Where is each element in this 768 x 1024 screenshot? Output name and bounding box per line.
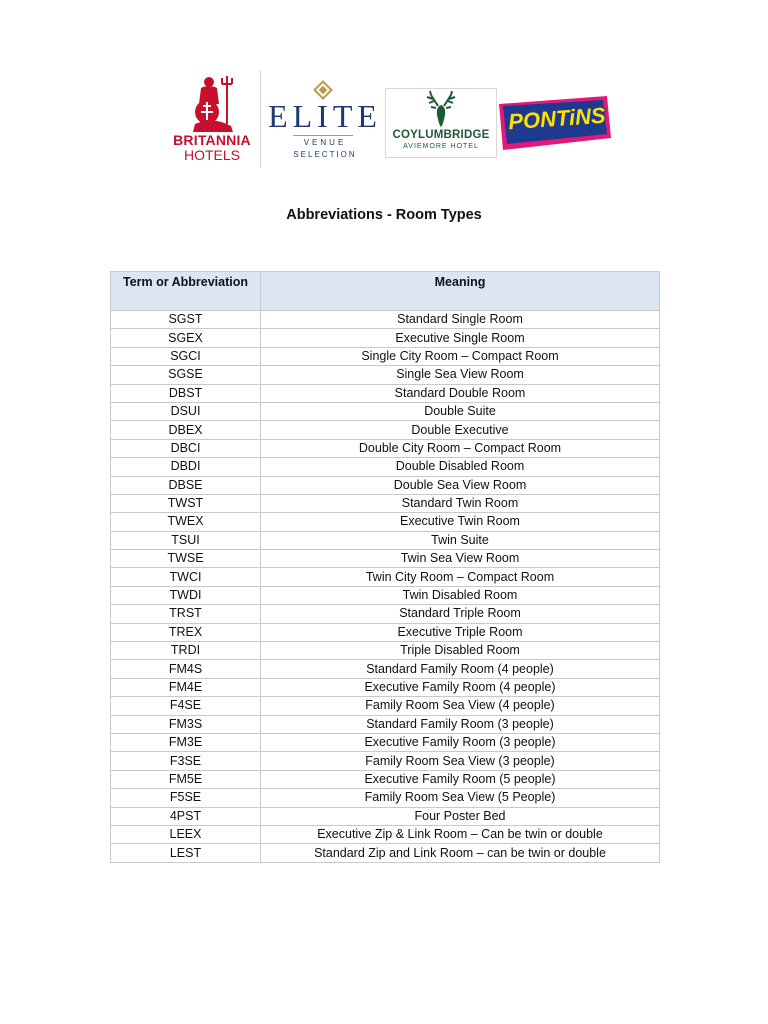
meaning-cell: Twin Sea View Room bbox=[261, 550, 660, 568]
table-row bbox=[111, 752, 660, 770]
term-cell: FM3E bbox=[111, 733, 261, 751]
meaning-cell: Executive Family Room (5 people) bbox=[261, 770, 660, 788]
table-row bbox=[111, 697, 660, 715]
meaning-cell: Family Room Sea View (5 People) bbox=[261, 789, 660, 807]
term-cell: FM4E bbox=[111, 678, 261, 696]
table-row bbox=[111, 531, 660, 549]
term-cell: FM5E bbox=[111, 770, 261, 788]
diamond-icon bbox=[313, 80, 333, 100]
term-cell: TSUI bbox=[111, 531, 261, 549]
table-row bbox=[111, 476, 660, 494]
meaning-cell: Standard Double Room bbox=[261, 384, 660, 402]
coylumbridge-logo bbox=[385, 88, 497, 158]
britannia-hotels-logo bbox=[163, 70, 261, 168]
meaning-cell: Double Sea View Room bbox=[261, 476, 660, 494]
meaning-cell: Executive Zip & Link Room – Can be twin or double bbox=[261, 825, 660, 843]
table-row bbox=[111, 789, 660, 807]
meaning-cell: Executive Triple Room bbox=[261, 623, 660, 641]
term-cell: TRDI bbox=[111, 642, 261, 660]
elite-wordmark: ELITE bbox=[268, 98, 382, 134]
elite-venue-text: VENUE bbox=[303, 138, 347, 147]
meaning-cell: Double Executive bbox=[261, 421, 660, 439]
term-cell: TRST bbox=[111, 605, 261, 623]
page-title: Abbreviations - Room Types bbox=[286, 207, 482, 223]
table-row bbox=[111, 605, 660, 623]
pontins-logo bbox=[495, 94, 613, 152]
meaning-cell: Single Sea View Room bbox=[261, 366, 660, 384]
term-cell: F3SE bbox=[111, 752, 261, 770]
meaning-cell: Double Disabled Room bbox=[261, 458, 660, 476]
term-cell: SGCI bbox=[111, 347, 261, 365]
term-cell: TWCI bbox=[111, 568, 261, 586]
term-cell: 4PST bbox=[111, 807, 261, 825]
table-row bbox=[111, 513, 660, 531]
term-column-header: Term or Abbreviation bbox=[111, 272, 261, 311]
table-row bbox=[111, 844, 660, 862]
table-row bbox=[111, 586, 660, 604]
meaning-cell: Standard Twin Room bbox=[261, 494, 660, 512]
logo-banner bbox=[163, 70, 613, 168]
table-row bbox=[111, 402, 660, 420]
table-row bbox=[111, 494, 660, 512]
term-cell: TWDI bbox=[111, 586, 261, 604]
table-row bbox=[111, 770, 660, 788]
table-row bbox=[111, 715, 660, 733]
term-cell: DBST bbox=[111, 384, 261, 402]
term-cell: TREX bbox=[111, 623, 261, 641]
meaning-cell: Executive Family Room (3 people) bbox=[261, 733, 660, 751]
term-cell: DBDI bbox=[111, 458, 261, 476]
table-body bbox=[111, 311, 660, 863]
term-cell: F4SE bbox=[111, 697, 261, 715]
table-row bbox=[111, 439, 660, 457]
meaning-cell: Twin City Room – Compact Room bbox=[261, 568, 660, 586]
table-row bbox=[111, 458, 660, 476]
meaning-cell: Executive Single Room bbox=[261, 329, 660, 347]
coylumbridge-subtitle: AVIEMORE HOTEL bbox=[403, 143, 479, 150]
table-row bbox=[111, 623, 660, 641]
term-cell: DBSE bbox=[111, 476, 261, 494]
term-cell: SGST bbox=[111, 311, 261, 329]
meaning-cell: Double Suite bbox=[261, 402, 660, 420]
table-row bbox=[111, 329, 660, 347]
meaning-cell: Triple Disabled Room bbox=[261, 642, 660, 660]
term-cell: TWST bbox=[111, 494, 261, 512]
term-cell: DBEX bbox=[111, 421, 261, 439]
meaning-cell: Double City Room – Compact Room bbox=[261, 439, 660, 457]
table-row bbox=[111, 642, 660, 660]
term-cell: F5SE bbox=[111, 789, 261, 807]
meaning-cell: Single City Room – Compact Room bbox=[261, 347, 660, 365]
table-row bbox=[111, 347, 660, 365]
meaning-cell: Family Room Sea View (4 people) bbox=[261, 697, 660, 715]
table-row bbox=[111, 384, 660, 402]
term-cell: DSUI bbox=[111, 402, 261, 420]
elite-selection-text: SELECTION bbox=[293, 150, 357, 159]
meaning-cell: Family Room Sea View (3 people) bbox=[261, 752, 660, 770]
elite-venue-selection-logo bbox=[263, 70, 383, 168]
table-row bbox=[111, 311, 660, 329]
term-cell: TWEX bbox=[111, 513, 261, 531]
pontins-wordmark: PONTiNS bbox=[507, 102, 607, 135]
table-row bbox=[111, 660, 660, 678]
stag-icon bbox=[421, 91, 461, 129]
meaning-cell: Executive Twin Room bbox=[261, 513, 660, 531]
table-row bbox=[111, 678, 660, 696]
britannia-emblem-icon bbox=[185, 74, 241, 134]
meaning-cell: Four Poster Bed bbox=[261, 807, 660, 825]
term-cell: FM4S bbox=[111, 660, 261, 678]
table-row bbox=[111, 807, 660, 825]
table-row bbox=[111, 733, 660, 751]
term-cell: LEEX bbox=[111, 825, 261, 843]
britannia-hotels-word: HOTELS bbox=[183, 147, 240, 163]
term-cell: SGSE bbox=[111, 366, 261, 384]
term-cell: LEST bbox=[111, 844, 261, 862]
coylumbridge-wordmark: COYLUMBRIDGE bbox=[392, 129, 490, 141]
elite-divider bbox=[293, 135, 353, 136]
term-cell: DBCI bbox=[111, 439, 261, 457]
room-types-table bbox=[110, 271, 660, 863]
meaning-cell: Twin Disabled Room bbox=[261, 586, 660, 604]
meaning-cell: Twin Suite bbox=[261, 531, 660, 549]
meaning-cell: Standard Triple Room bbox=[261, 605, 660, 623]
term-cell: TWSE bbox=[111, 550, 261, 568]
meaning-cell: Standard Zip and Link Room – can be twin or double bbox=[261, 844, 660, 862]
table-row bbox=[111, 568, 660, 586]
table-header-row bbox=[111, 272, 660, 311]
meaning-cell: Standard Family Room (4 people) bbox=[261, 660, 660, 678]
meaning-cell: Executive Family Room (4 people) bbox=[261, 678, 660, 696]
term-cell: FM3S bbox=[111, 715, 261, 733]
table-row bbox=[111, 825, 660, 843]
table-row bbox=[111, 421, 660, 439]
meaning-column-header: Meaning bbox=[261, 272, 660, 311]
table-row bbox=[111, 366, 660, 384]
britannia-wordmark: BRITANNIA bbox=[173, 132, 251, 148]
term-cell: SGEX bbox=[111, 329, 261, 347]
table-row bbox=[111, 550, 660, 568]
meaning-cell: Standard Single Room bbox=[261, 311, 660, 329]
meaning-cell: Standard Family Room (3 people) bbox=[261, 715, 660, 733]
